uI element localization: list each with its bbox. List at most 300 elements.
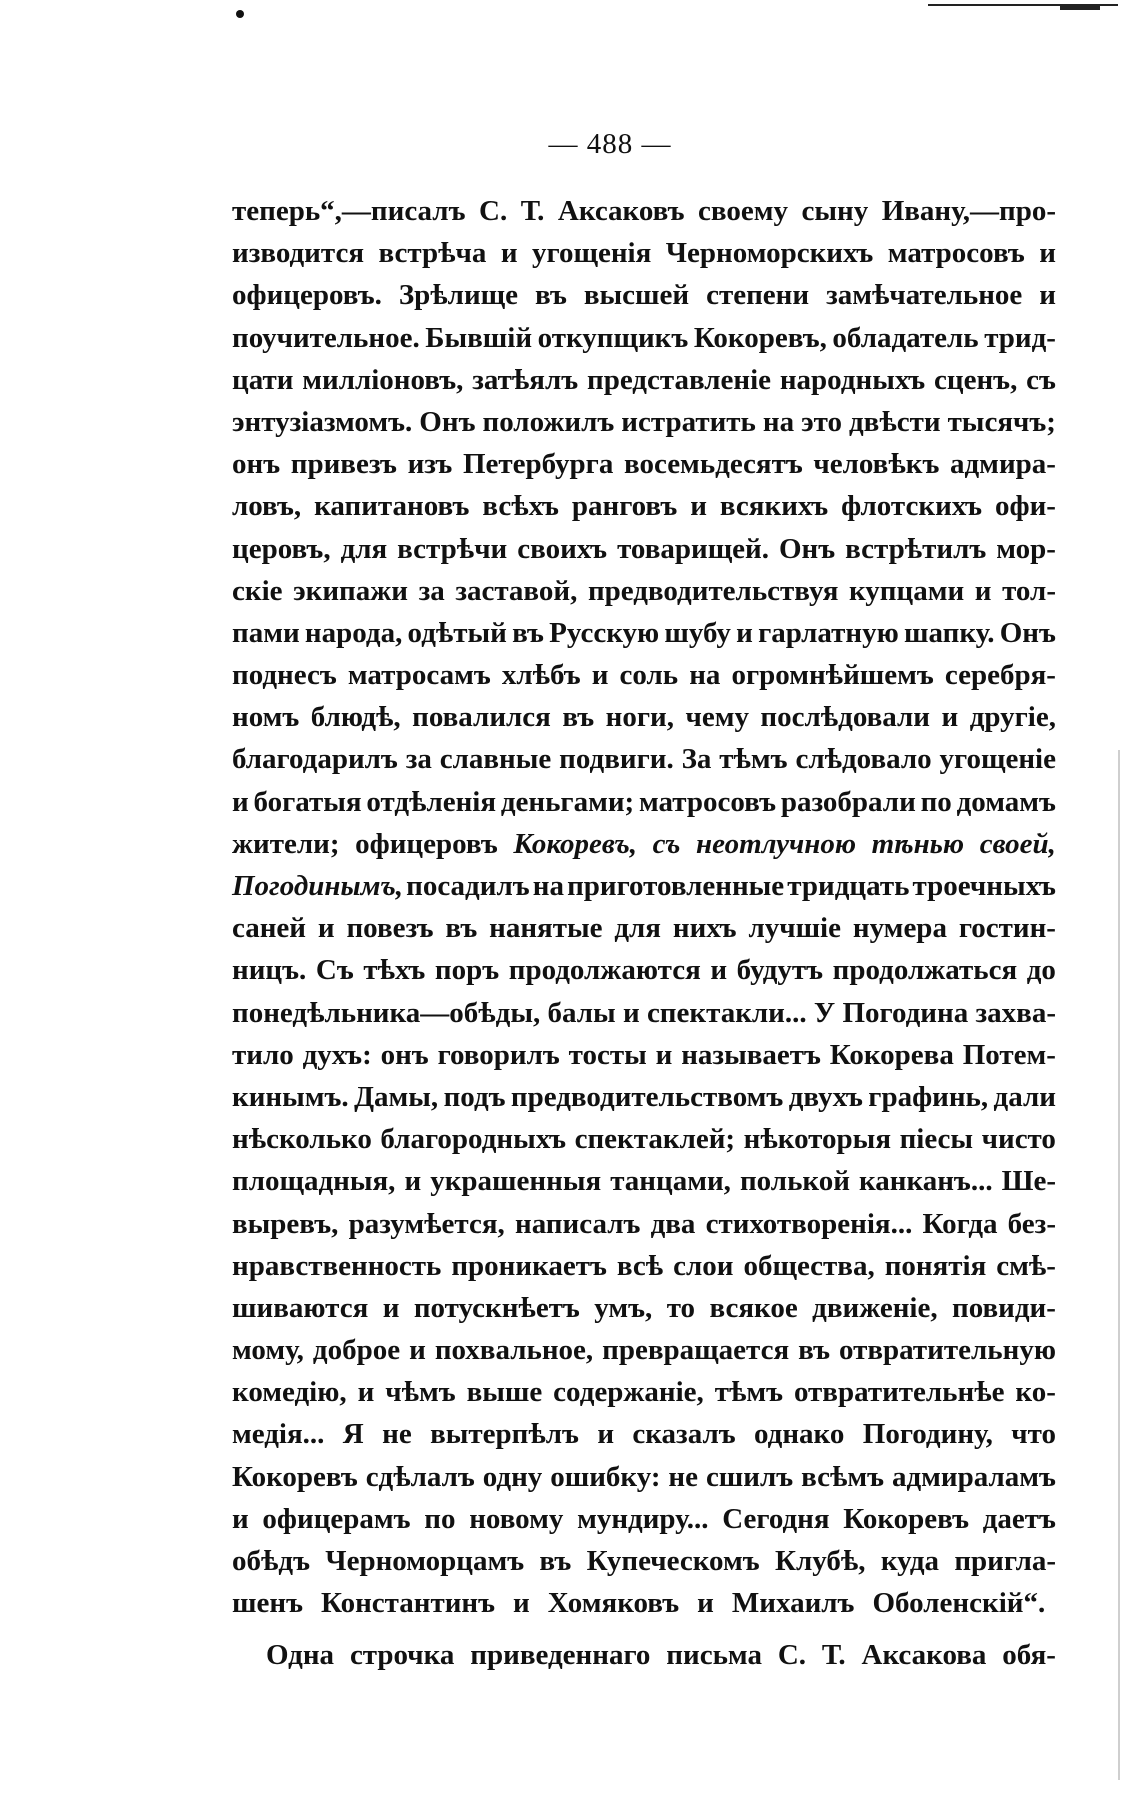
word: и bbox=[1039, 279, 1056, 312]
word: сдѣлалъ bbox=[365, 1460, 475, 1493]
word: понедѣльника—обѣды, bbox=[232, 996, 541, 1029]
word: Черноморцамъ bbox=[325, 1545, 525, 1577]
word: теперь“,—писалъ bbox=[232, 195, 466, 227]
text-line bbox=[232, 1034, 1056, 1076]
word: положилъ bbox=[482, 405, 615, 438]
word: украшенныя bbox=[430, 1165, 602, 1198]
word: всѣхъ bbox=[482, 490, 559, 523]
word: говорилъ bbox=[437, 1038, 560, 1071]
word: поднесъ bbox=[232, 659, 337, 692]
text-line bbox=[232, 443, 1056, 485]
word: приведеннаго bbox=[470, 1639, 651, 1672]
word: У bbox=[813, 996, 836, 1029]
word: обладатель bbox=[832, 321, 979, 354]
word: тол- bbox=[1002, 574, 1056, 607]
word: заставой, bbox=[455, 574, 578, 607]
text-line bbox=[232, 949, 1056, 991]
word: офицеровъ. bbox=[232, 279, 382, 312]
word: послѣдовали bbox=[760, 701, 931, 734]
word: и bbox=[710, 954, 728, 987]
word: За bbox=[681, 743, 712, 776]
word: ноги, bbox=[605, 701, 674, 734]
word: матросамъ bbox=[347, 659, 491, 692]
word: гостин- bbox=[958, 912, 1056, 945]
text-line bbox=[232, 1329, 1056, 1371]
word: это bbox=[801, 405, 842, 438]
word: понятія bbox=[884, 1249, 987, 1282]
text-line-italic-1 bbox=[232, 823, 1056, 865]
word: и bbox=[591, 659, 609, 692]
word: слои bbox=[673, 1249, 734, 1282]
paragraph-1-last-line bbox=[232, 1582, 1056, 1624]
text-line bbox=[232, 1203, 1056, 1245]
word: тѣхъ bbox=[363, 954, 426, 987]
word: своему bbox=[698, 195, 788, 227]
word: повиди- bbox=[952, 1291, 1056, 1324]
word: Купеческомъ bbox=[586, 1545, 760, 1577]
word: С. bbox=[479, 195, 508, 227]
word: всѣмъ bbox=[801, 1460, 885, 1493]
word: движеніе, bbox=[812, 1291, 938, 1324]
word: флотскихъ bbox=[841, 490, 983, 523]
word: посадилъ bbox=[406, 870, 530, 902]
word: тысячъ; bbox=[947, 405, 1056, 438]
text-line bbox=[232, 1118, 1056, 1160]
word: всѣ bbox=[616, 1249, 664, 1282]
word: не bbox=[668, 1460, 699, 1493]
word: онъ bbox=[232, 448, 281, 481]
text-line bbox=[232, 1160, 1056, 1202]
word: другіе, bbox=[969, 701, 1056, 734]
word: поучительное. bbox=[232, 321, 420, 354]
word: чему bbox=[685, 701, 749, 734]
word: и bbox=[409, 1334, 426, 1367]
paragraph-1-lines bbox=[232, 190, 1056, 823]
word: адмира- bbox=[950, 448, 1056, 481]
word: угощенія bbox=[532, 237, 652, 270]
word: и bbox=[404, 1165, 422, 1198]
word: продолжаются bbox=[508, 954, 701, 987]
word: энтузіазмомъ. bbox=[232, 405, 413, 438]
word: на bbox=[689, 659, 721, 692]
word: славные bbox=[439, 743, 552, 776]
word: привезъ bbox=[290, 448, 397, 481]
word: въ bbox=[562, 701, 595, 734]
word: Бывшій bbox=[425, 321, 533, 354]
word: комедію, bbox=[232, 1376, 347, 1409]
word: подъ bbox=[443, 1080, 506, 1113]
word: представленіе bbox=[586, 363, 772, 396]
word: смѣ- bbox=[996, 1249, 1056, 1282]
italic-word: тѣнью bbox=[871, 827, 965, 860]
word: предводительствуя bbox=[587, 574, 839, 607]
word: Петербурга bbox=[462, 448, 614, 481]
word: ловъ, bbox=[232, 490, 302, 523]
word: Сегодня bbox=[722, 1502, 830, 1535]
word: Когда bbox=[922, 1207, 998, 1240]
word: съ bbox=[1026, 363, 1056, 396]
word: благодарилъ bbox=[232, 743, 398, 776]
text-line bbox=[232, 781, 1056, 823]
word: Михаилъ bbox=[731, 1587, 855, 1620]
word: и bbox=[500, 237, 518, 270]
word: до bbox=[1026, 954, 1056, 987]
text-line bbox=[232, 654, 1056, 696]
word: и bbox=[941, 701, 959, 734]
word: Константинъ bbox=[320, 1587, 496, 1620]
word: милліоновъ, bbox=[302, 363, 464, 396]
word: пами bbox=[232, 616, 300, 649]
word: отвратительнѣе bbox=[793, 1376, 1005, 1409]
word: куда bbox=[880, 1545, 940, 1577]
word: выше bbox=[466, 1376, 543, 1409]
word: танцами, bbox=[610, 1165, 731, 1198]
word: Я bbox=[342, 1418, 364, 1451]
word: отвратительную bbox=[839, 1334, 1056, 1367]
word: Черноморскихъ bbox=[665, 237, 874, 270]
word: повалился bbox=[412, 701, 551, 734]
text-line bbox=[232, 1540, 1056, 1582]
italic-word: Кокоревъ, bbox=[513, 827, 637, 860]
word: въ bbox=[445, 912, 478, 945]
word: степени bbox=[706, 279, 810, 312]
word: тридцать bbox=[787, 870, 910, 902]
text-line bbox=[232, 907, 1056, 949]
word: Зрѣлище bbox=[398, 279, 519, 312]
word: без- bbox=[1007, 1207, 1056, 1240]
word: онъ bbox=[380, 1038, 429, 1071]
word: и bbox=[622, 996, 640, 1029]
word: піесы bbox=[899, 1123, 974, 1156]
word: народа, bbox=[304, 616, 403, 649]
word: спектакли... bbox=[646, 996, 807, 1029]
word: подвиги. bbox=[559, 743, 674, 776]
word: нѣкоторыя bbox=[743, 1123, 892, 1156]
text-line bbox=[232, 612, 1056, 654]
word: мор- bbox=[996, 532, 1056, 565]
word: огромнѣйшемъ bbox=[731, 659, 934, 692]
word: шиваются bbox=[232, 1291, 369, 1324]
word: откупщикъ bbox=[537, 321, 689, 354]
word: офицерамъ bbox=[262, 1502, 411, 1535]
word: пригла- bbox=[954, 1545, 1056, 1577]
word: Кокоревъ bbox=[232, 1460, 358, 1493]
word: медія... bbox=[232, 1418, 325, 1451]
word: дали bbox=[993, 1080, 1056, 1113]
word: Онъ bbox=[999, 616, 1056, 649]
word: мому, bbox=[232, 1334, 304, 1367]
text-line bbox=[232, 738, 1056, 780]
word: и bbox=[513, 1587, 530, 1620]
word: площадныя, bbox=[232, 1165, 396, 1198]
word: Потем- bbox=[962, 1038, 1056, 1071]
word: купцами bbox=[849, 574, 965, 607]
body-text bbox=[232, 190, 1056, 1677]
word: похвальное, bbox=[434, 1334, 594, 1367]
word: офицеровъ bbox=[355, 827, 498, 860]
word: народныхъ bbox=[779, 363, 926, 396]
word: Одна bbox=[266, 1639, 335, 1672]
word: умъ, bbox=[594, 1291, 653, 1324]
word: общества, bbox=[743, 1249, 875, 1282]
scan-speck bbox=[236, 10, 244, 18]
word: встрѣча bbox=[378, 237, 487, 270]
text-line bbox=[232, 359, 1056, 401]
word: Русскую bbox=[549, 616, 660, 649]
text-line bbox=[232, 992, 1056, 1034]
word: предводительствомъ bbox=[510, 1080, 784, 1113]
word: и bbox=[736, 616, 753, 649]
word: адмираламъ bbox=[891, 1460, 1056, 1493]
word: въ bbox=[539, 1545, 572, 1577]
word: и bbox=[655, 1038, 673, 1071]
paragraph-2-first-line bbox=[232, 1634, 1056, 1676]
word: кинымъ. bbox=[232, 1080, 349, 1113]
word: экипажи bbox=[293, 574, 408, 607]
word: Кокоревъ, bbox=[693, 321, 827, 354]
word: затѣялъ bbox=[472, 363, 579, 396]
word: капитановъ bbox=[314, 490, 470, 523]
word: и bbox=[690, 490, 707, 523]
word: Ивану,—про- bbox=[881, 195, 1056, 227]
text-line bbox=[232, 1076, 1056, 1118]
word: двухъ bbox=[788, 1080, 863, 1113]
word: Дамы, bbox=[354, 1080, 439, 1113]
word: лучшіе bbox=[748, 912, 841, 945]
word: выревъ, bbox=[232, 1207, 339, 1240]
word: отдѣленія bbox=[366, 785, 497, 818]
word: и bbox=[382, 1291, 400, 1324]
word: товарищей. bbox=[617, 532, 770, 565]
word: мундиру... bbox=[577, 1502, 709, 1535]
word: полькой bbox=[739, 1165, 850, 1198]
text-line bbox=[232, 570, 1056, 612]
word: графинь, bbox=[868, 1080, 989, 1113]
word: два bbox=[650, 1207, 696, 1240]
word: продолжаться bbox=[832, 954, 1018, 987]
word: изъ bbox=[407, 448, 453, 481]
italic-word: съ bbox=[652, 827, 681, 860]
word: скіе bbox=[232, 574, 283, 607]
word: строчка bbox=[349, 1639, 455, 1672]
text-line bbox=[232, 190, 1056, 232]
word: матросовъ bbox=[639, 785, 777, 818]
word: повезъ bbox=[346, 912, 434, 945]
word: гарлатную bbox=[758, 616, 899, 649]
word: и bbox=[317, 912, 335, 945]
word: сценъ, bbox=[934, 363, 1018, 396]
word: изводится bbox=[232, 237, 365, 270]
text-line bbox=[232, 1371, 1056, 1413]
text-line bbox=[232, 232, 1056, 274]
word: будутъ bbox=[736, 954, 824, 987]
text-line bbox=[232, 401, 1056, 443]
word: проникаетъ bbox=[451, 1249, 607, 1282]
page-edge-shadow bbox=[1118, 750, 1120, 1780]
word: саней bbox=[232, 912, 307, 945]
word: тило bbox=[232, 1038, 294, 1071]
word: канканъ... bbox=[858, 1165, 993, 1198]
word: Оболенскій“. bbox=[872, 1587, 1046, 1620]
word: всякое bbox=[709, 1291, 798, 1324]
word: не bbox=[382, 1418, 412, 1451]
word: стихотворенія... bbox=[705, 1207, 913, 1240]
scan-edge-mark bbox=[1060, 4, 1100, 10]
text-line bbox=[232, 317, 1056, 359]
word: Т. bbox=[520, 195, 545, 227]
word: тосты bbox=[568, 1038, 647, 1071]
word: ранговъ bbox=[571, 490, 678, 523]
word: и bbox=[597, 1418, 615, 1451]
italic-word: Погодинымъ, bbox=[232, 870, 404, 902]
word: шапку. bbox=[904, 616, 995, 649]
word: Хомяковъ bbox=[547, 1587, 680, 1620]
text-line bbox=[232, 1456, 1056, 1498]
word: Погодину, bbox=[862, 1418, 993, 1451]
word: и bbox=[232, 785, 249, 818]
word: въ bbox=[535, 279, 567, 312]
page-number: — 488 — bbox=[548, 128, 672, 160]
word: жители; bbox=[232, 827, 340, 860]
word: то bbox=[666, 1291, 696, 1324]
word: благородныхъ bbox=[380, 1123, 567, 1156]
word: офи- bbox=[995, 490, 1056, 523]
word: блюдѣ, bbox=[310, 701, 401, 734]
word: спектаклей; bbox=[574, 1123, 736, 1156]
word: что bbox=[1011, 1418, 1056, 1451]
word: высшей bbox=[583, 279, 690, 312]
word: ошибку: bbox=[550, 1460, 661, 1493]
word: восемьдесятъ bbox=[624, 448, 803, 481]
word: письма bbox=[666, 1639, 762, 1672]
word: на bbox=[532, 870, 564, 902]
text-line bbox=[232, 485, 1056, 527]
word: Кокорева bbox=[829, 1038, 954, 1071]
paragraph-1-rest-lines bbox=[232, 907, 1056, 1582]
word: чисто bbox=[981, 1123, 1056, 1156]
word: деньгами; bbox=[500, 785, 635, 818]
word: Т. bbox=[821, 1639, 846, 1672]
word: сыну bbox=[801, 195, 869, 227]
word: нумера bbox=[852, 912, 947, 945]
word: разобрали bbox=[780, 785, 916, 818]
word: С. bbox=[777, 1639, 807, 1672]
word: на bbox=[762, 405, 795, 438]
word: троечныхъ bbox=[912, 870, 1056, 902]
text-line bbox=[232, 1245, 1056, 1287]
word: ко- bbox=[1015, 1376, 1056, 1409]
word: обѣдъ bbox=[232, 1545, 310, 1577]
word: приготовленные bbox=[567, 870, 785, 902]
italic-word: своей, bbox=[979, 827, 1056, 860]
word: по bbox=[920, 785, 952, 818]
word: и bbox=[974, 574, 992, 607]
word: церовъ, bbox=[232, 532, 331, 565]
word: сказалъ bbox=[632, 1418, 736, 1451]
word: разумѣется, bbox=[348, 1207, 505, 1240]
word: Съ bbox=[315, 954, 354, 987]
word: тѣмъ bbox=[719, 743, 788, 776]
word: хлѣбъ bbox=[501, 659, 581, 692]
word: чѣмъ bbox=[385, 1376, 456, 1409]
text-line-italic-2 bbox=[232, 865, 1056, 907]
word: для bbox=[614, 912, 661, 945]
word: Онъ bbox=[778, 532, 836, 565]
word: слѣдовало bbox=[795, 743, 932, 776]
word: домамъ bbox=[956, 785, 1056, 818]
text-line bbox=[232, 1287, 1056, 1329]
word: и bbox=[1039, 237, 1056, 270]
word: вытерпѣлъ bbox=[430, 1418, 579, 1451]
word: и bbox=[697, 1587, 714, 1620]
word: доброе bbox=[312, 1334, 401, 1367]
word: нихъ bbox=[672, 912, 737, 945]
word: ницъ. bbox=[232, 954, 307, 987]
word: угощеніе bbox=[939, 743, 1056, 776]
word: Погодина bbox=[842, 996, 969, 1029]
text-line bbox=[232, 1498, 1056, 1540]
word: Ше- bbox=[1001, 1165, 1056, 1198]
word: Клубѣ, bbox=[774, 1545, 866, 1577]
word: даетъ bbox=[982, 1502, 1056, 1535]
word: шубу bbox=[664, 616, 731, 649]
word: духъ: bbox=[302, 1038, 372, 1071]
word: истратить bbox=[621, 405, 756, 438]
word: трид- bbox=[984, 321, 1056, 354]
word: балы bbox=[547, 996, 616, 1029]
word: и bbox=[357, 1376, 375, 1409]
word: однако bbox=[754, 1418, 845, 1451]
text-line bbox=[232, 274, 1056, 316]
word: двѣсти bbox=[849, 405, 941, 438]
word: захва- bbox=[975, 996, 1056, 1029]
word: и bbox=[232, 1502, 249, 1535]
italic-word: неотлучною bbox=[696, 827, 857, 860]
text-line bbox=[232, 528, 1056, 570]
word: нѣсколько bbox=[232, 1123, 372, 1156]
word: въ bbox=[512, 616, 544, 649]
word: одну bbox=[482, 1460, 543, 1493]
word: человѣкъ bbox=[813, 448, 940, 481]
text-line bbox=[232, 696, 1056, 738]
word: Кокоревъ bbox=[843, 1502, 970, 1535]
word: Аксакова bbox=[861, 1639, 987, 1672]
word: для bbox=[340, 532, 388, 565]
word: потускнѣетъ bbox=[413, 1291, 580, 1324]
word: тѣмъ bbox=[714, 1376, 784, 1409]
word: шенъ bbox=[232, 1587, 303, 1620]
word: новому bbox=[469, 1502, 564, 1535]
word: цати bbox=[232, 363, 294, 396]
word: сшилъ bbox=[705, 1460, 794, 1493]
word: за bbox=[405, 743, 432, 776]
word: Аксаковъ bbox=[557, 195, 685, 227]
word: своихъ bbox=[517, 532, 608, 565]
text-line bbox=[232, 1413, 1056, 1455]
word: соль bbox=[619, 659, 679, 692]
word: серебря- bbox=[944, 659, 1056, 692]
word: встрѣчи bbox=[397, 532, 508, 565]
word: всякихъ bbox=[719, 490, 829, 523]
word: называетъ bbox=[681, 1038, 821, 1071]
word: одѣтый bbox=[407, 616, 507, 649]
word: богатыя bbox=[253, 785, 362, 818]
word: номъ bbox=[232, 701, 300, 734]
word: Онъ bbox=[419, 405, 476, 438]
word: нанятые bbox=[489, 912, 603, 945]
word: за bbox=[418, 574, 445, 607]
word: превращается bbox=[602, 1334, 790, 1367]
